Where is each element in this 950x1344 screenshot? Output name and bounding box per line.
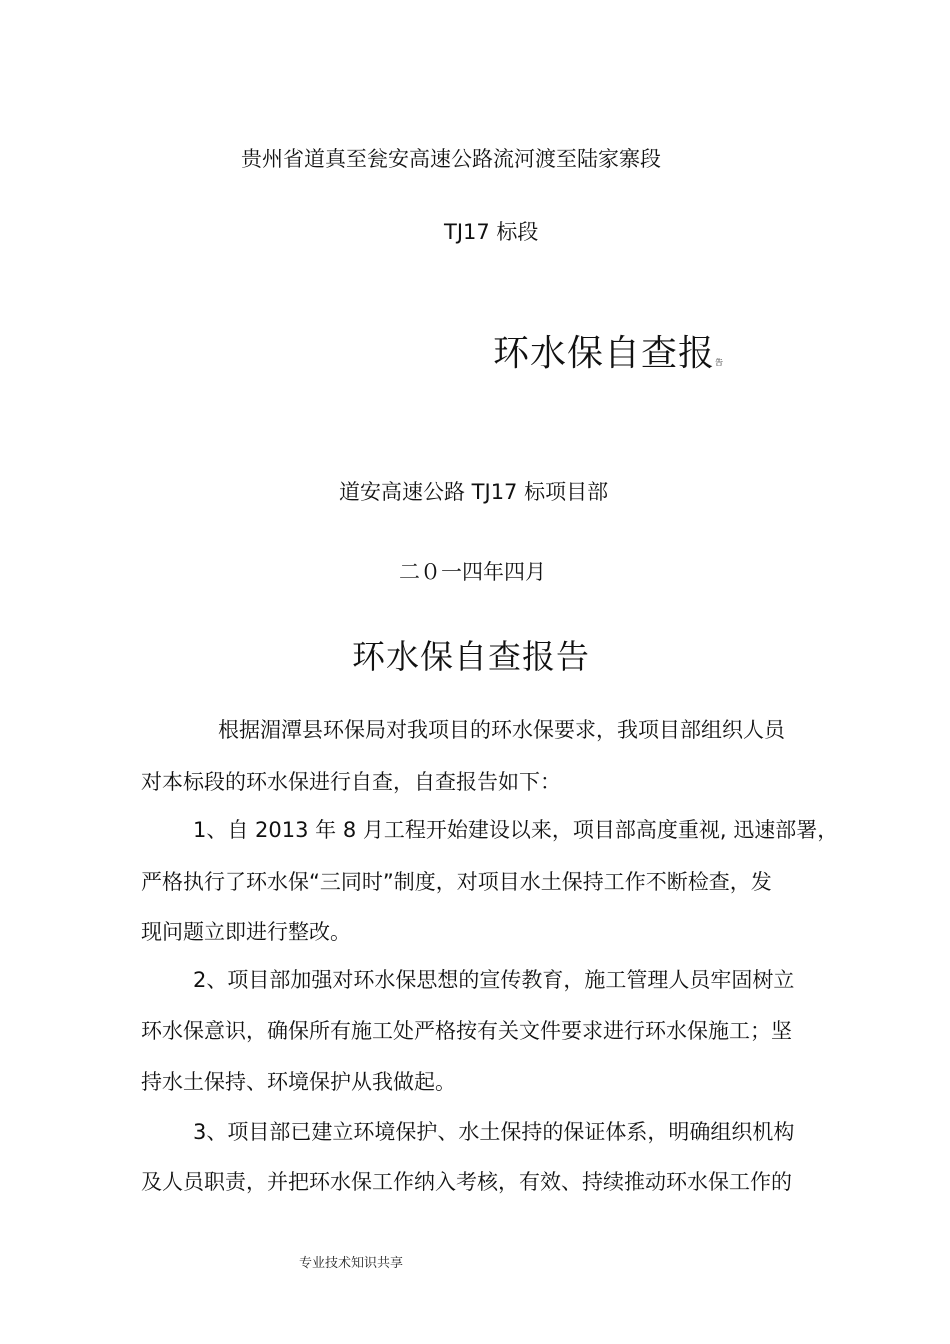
report-line: 严格执行了环水保“三同时”制度，对项目水土保持工作不断检查，发 — [141, 870, 772, 894]
cover-project-name: 贵州省道真至瓮安高速公路流河渡至陆家寨段 — [241, 147, 661, 171]
report-line: 根据湄潭县环保局对我项目的环水保要求，我项目部组织人员 — [218, 718, 785, 742]
footer-text: 专业技术知识共享 — [299, 1256, 404, 1271]
cover-title-tail: 告 — [715, 358, 725, 367]
report-line: 现问题立即进行整改。 — [141, 920, 351, 944]
cover-title-main: 环水保自查报 — [493, 333, 716, 374]
cover-section: TJ17 标段 — [444, 220, 539, 244]
report-line: 3、项目部已建立环境保护、水土保持的保证体系，明确组织机构 — [193, 1120, 795, 1144]
report-line: 持水土保持、环境保护从我做起。 — [141, 1070, 456, 1094]
report-line: 环水保意识，确保所有施工处严格按有关文件要求进行环水保施工；坚 — [141, 1019, 792, 1043]
report-line: 及人员职责，并把环水保工作纳入考核，有效、持续推动环水保工作的 — [141, 1170, 792, 1194]
report-line: 1、自 2013 年 8 月工程开始建设以来，项目部高度重视, 迅速部署， — [193, 818, 839, 842]
report-line: 对本标段的环水保进行自查，自查报告如下： — [141, 770, 561, 794]
cover-organization: 道安高速公路 TJ17 标项目部 — [339, 480, 609, 504]
cover-title — [493, 333, 725, 374]
cover-date: 二０一四年四月 — [399, 560, 546, 584]
report-line: 2、项目部加强对环水保思想的宣传教育，施工管理人员牢固树立 — [193, 968, 795, 992]
report-title: 环水保自查报告 — [352, 637, 590, 676]
